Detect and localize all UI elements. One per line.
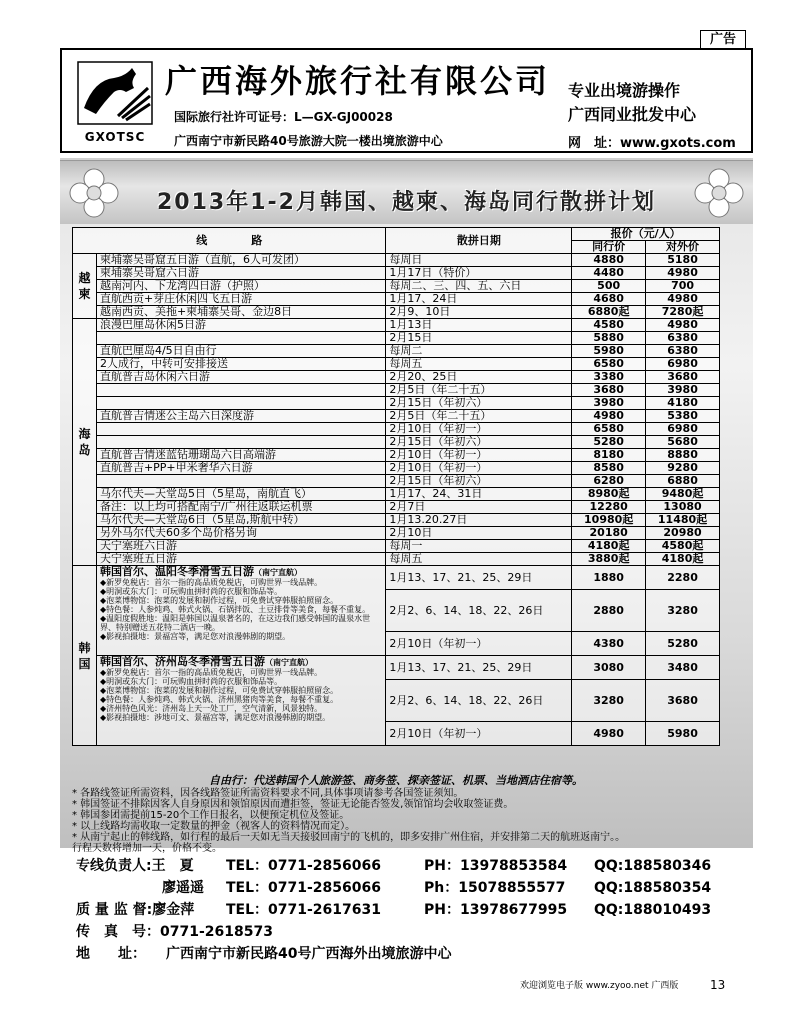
peer-price-cell: 3880起: [572, 553, 646, 566]
public-price-cell: 6880: [646, 475, 720, 488]
route-cell: 天宁塞班五日游: [96, 553, 385, 566]
peer-price-cell: 5980: [572, 345, 646, 358]
table-row: [73, 656, 720, 680]
peer-price-cell: 4980: [572, 410, 646, 423]
table-row: [73, 371, 720, 384]
public-price-cell: 3680: [646, 371, 720, 384]
public-price-cell: 2280: [646, 566, 720, 590]
table-row: [73, 462, 720, 475]
peer-price-cell: 8980起: [572, 488, 646, 501]
public-price-cell: 11480起: [646, 514, 720, 527]
date-cell: 2月10日（年初一）: [386, 423, 572, 436]
title-banner: [60, 160, 753, 224]
korea-package-cell: [96, 566, 385, 656]
note-line: * 从南宁起止的韩线路，如行程的最后一天如无当天接驳回南宁的飞机的，即多安排广州住宿，并安排第二天的航班返南宁。。: [72, 832, 626, 843]
public-price-cell: 20980: [646, 527, 720, 540]
peer-price-cell: 6580: [572, 423, 646, 436]
peer-price-cell: 4380: [572, 632, 646, 656]
table-row: [73, 488, 720, 501]
public-price-cell: 3680: [646, 680, 720, 722]
table-row: [73, 267, 720, 280]
peer-price-cell: 4680: [572, 293, 646, 306]
table-row: [73, 319, 720, 332]
contact-tel: TEL：0771-2856066: [226, 880, 381, 896]
fax-number: 传 真 号：0771-2618573: [76, 924, 273, 940]
public-price-cell: 3480: [646, 656, 720, 680]
public-price-cell: 6380: [646, 345, 720, 358]
date-cell: 2月10日: [386, 527, 572, 540]
table-row: [73, 475, 720, 488]
date-cell: 2月15日: [386, 332, 572, 345]
date-cell: 每周日: [386, 254, 572, 267]
package-name: 韩国首尔、温阳冬季滑雪五日游: [99, 565, 254, 578]
slogan-wholesale: 广西同业批发中心: [568, 105, 697, 124]
contact-name: 专线负责人:王 夏: [76, 858, 194, 874]
table-row: [73, 306, 720, 319]
company-name: 广西海外旅行社有限公司: [165, 62, 551, 100]
contact-qq: QQ:188580354: [594, 880, 712, 896]
route-cell: [96, 423, 385, 436]
peer-price-cell: 3980: [572, 397, 646, 410]
public-price-cell: 4980: [646, 267, 720, 280]
route-cell: 直航西贡+芽庄休闲四飞五日游: [96, 293, 385, 306]
route-cell: 2人成行，中转可安排接送: [96, 358, 385, 371]
table-row: [73, 566, 720, 590]
public-price-cell: 13080: [646, 501, 720, 514]
public-price-cell: 7280起: [646, 306, 720, 319]
table-row: [73, 345, 720, 358]
date-cell: 2月15日（年初六）: [386, 397, 572, 410]
public-price-cell: 8880: [646, 449, 720, 462]
peer-price-cell: 3380: [572, 371, 646, 384]
free-travel-note: 自由行：代送韩国个人旅游签、商务签、探亲签证、机票、当地酒店住宿等。: [209, 774, 583, 787]
route-cell: 直航普吉情迷公主岛六日深度游: [96, 410, 385, 423]
date-cell: 2月2、6、14、18、22、26日: [386, 590, 572, 632]
contact-tel: TEL：0771-2617631: [226, 902, 381, 918]
license-number: 国际旅行社许可证号：L—GX-GJ00028: [174, 110, 393, 124]
table-row: [73, 540, 720, 553]
date-cell: 每周二、三、四、五、六日: [386, 280, 572, 293]
table-row: [73, 449, 720, 462]
date-cell: 2月10日（年初一）: [386, 449, 572, 462]
package-bullet: ◆明洞或东大门：可玩购血拼时尚的衣服和饰品等。: [99, 677, 283, 686]
region-label: 韩国: [73, 566, 97, 746]
route-cell: 越南西贡、美拖+柬埔寨吴哥、金边8日: [96, 306, 385, 319]
date-cell: 2月2、6、14、18、22、26日: [386, 680, 572, 722]
date-cell: 2月15日（年初六）: [386, 436, 572, 449]
route-cell: 直航巴厘岛4/5日自由行: [96, 345, 385, 358]
date-cell: 2月7日: [386, 501, 572, 514]
table-row: [73, 514, 720, 527]
peer-price-cell: 3680: [572, 384, 646, 397]
date-cell: 1月17日（特价）: [386, 267, 572, 280]
route-cell: 直航普吉岛休闲六日游: [96, 371, 385, 384]
contact-phone: PH：13978677995: [424, 902, 568, 918]
date-cell: 每周五: [386, 553, 572, 566]
table-row: [73, 527, 720, 540]
public-price-cell: 4980: [646, 319, 720, 332]
contact-qq: QQ:188010493: [594, 902, 712, 918]
package-bullet: ◆济州特色风光：济州岛上天一处工厂，空气清新，风景独特。: [99, 704, 323, 713]
route-cell: 天宁塞班六日游: [96, 540, 385, 553]
package-title: [100, 566, 382, 578]
route-cell: 另外马尔代夫60多个岛价格另询: [96, 527, 385, 540]
peer-price-cell: 20180: [572, 527, 646, 540]
route-cell: 直航普吉+PP+甲米奢华六日游: [96, 462, 385, 475]
public-price-cell: 3980: [646, 384, 720, 397]
company-logo: [74, 58, 156, 148]
contact-qq: QQ:188580346: [594, 858, 712, 874]
date-cell: 2月20、25日: [386, 371, 572, 384]
peer-price-cell: 500: [572, 280, 646, 293]
public-price-cell: 6380: [646, 332, 720, 345]
date-cell: 2月10日（年初一）: [386, 722, 572, 746]
package-bullet: ◆新罗免税店：首尔一指的高品质免税店，可购世界一线品牌。: [99, 668, 323, 677]
package-name: 韩国首尔、济州岛冬季滑雪五日游: [99, 655, 265, 668]
website: 网 址：www.gxots.com: [568, 136, 736, 151]
route-cell: [96, 332, 385, 345]
public-price-cell: 4580起: [646, 540, 720, 553]
date-cell: 每周一: [386, 540, 572, 553]
contact-phone: Ph：15078855577: [424, 880, 566, 896]
peer-price-cell: 6880起: [572, 306, 646, 319]
public-price-cell: 4980: [646, 293, 720, 306]
package-note: （南宁直航）: [253, 568, 302, 577]
package-bullet: ◆泡菜博物馆：泡菜的发展和制作过程，可免费试穿韩服拍照留念。: [99, 686, 339, 695]
table-row: [73, 410, 720, 423]
peer-price-cell: 4980: [572, 722, 646, 746]
public-price-cell: 5980: [646, 722, 720, 746]
company-address: 广西南宁市新民路40号旅游大院一楼出境旅游中心: [174, 134, 443, 148]
public-price-cell: 5680: [646, 436, 720, 449]
route-cell: [96, 436, 385, 449]
horse-logo-icon: [74, 58, 156, 128]
plan-title: 2013年1-2月韩国、越柬、海岛同行散拼计划: [157, 190, 656, 215]
route-cell: [96, 384, 385, 397]
date-cell: 2月5日（年二十五）: [386, 384, 572, 397]
slogan-outbound: 专业出境游操作: [568, 81, 681, 100]
date-cell: 1月17、24日: [386, 293, 572, 306]
package-bullet: ◆明洞或东大门：可玩购血拼时尚的衣服和饰品等。: [99, 587, 283, 596]
table-row: [73, 436, 720, 449]
company-header: [60, 48, 753, 153]
address-label: 地 址：: [76, 946, 146, 962]
package-bullet: ◆影视拍摄地：涉地可文、景福宫等，满足您对浪漫韩剧的期望。: [99, 713, 331, 722]
note-line: 行程天数将增加一天，价格不变。: [72, 843, 222, 854]
package-bullet: ◆温阳度假胜地：温阳是韩国以温泉著名的，在这边我们感受韩国的温泉水世界、特别赠送五花特二酒店一晚。: [99, 614, 371, 632]
table-row: [73, 553, 720, 566]
table-row: [73, 358, 720, 371]
logo-text: GXOTSC: [84, 130, 146, 144]
public-price-cell: 700: [646, 280, 720, 293]
note-line: * 韩国签证不排除因客人自身原因和领馆原因而遭拒签，签证无论能否签发,领馆馆均会收取签证费。: [72, 799, 514, 810]
region-label: 海岛: [73, 319, 97, 566]
header-date: 散拼日期: [386, 228, 572, 254]
note-line: * 以上线路均需收取一定数量的押金（视客人的资料情况而定）。: [72, 821, 356, 832]
peer-price-cell: 4580: [572, 319, 646, 332]
note-line: * 韩国参团需提前15-20个工作日报名，以便预定机位及签证。: [72, 810, 350, 821]
package-bullet: ◆泡菜博物馆：泡菜的发展和制作过程，可免费试穿韩服拍照留念。: [99, 596, 339, 605]
peer-price-cell: 12280: [572, 501, 646, 514]
header-public-price: 对外价: [646, 241, 720, 254]
header-route: 线 路: [73, 228, 386, 254]
korea-rows: [73, 566, 720, 746]
table-row: [73, 501, 720, 514]
package-bullet: ◆影视拍摄地：景福宫等，满足您对浪漫韩剧的期望。: [99, 632, 291, 641]
route-cell: [96, 475, 385, 488]
header-peer-price: 同行价: [572, 241, 646, 254]
peer-price-cell: 3280: [572, 680, 646, 722]
ad-label: 广告: [700, 30, 746, 50]
table-row: [73, 384, 720, 397]
route-rows: [73, 254, 720, 566]
date-cell: 1月13日: [386, 319, 572, 332]
table-row: [73, 397, 720, 410]
package-bullet: ◆特色餐：人参炖鸡、韩式火锅、济州黑猪肉等美食，每餐不重复。: [99, 695, 339, 704]
page-number: 13: [710, 978, 726, 992]
peer-price-cell: 4180起: [572, 540, 646, 553]
date-cell: 1月13、17、21、25、29日: [386, 656, 572, 680]
contact-tel: TEL：0771-2856066: [226, 858, 381, 874]
date-cell: 每周二: [386, 345, 572, 358]
date-cell: 2月10日（年初一）: [386, 462, 572, 475]
package-title: [100, 656, 382, 668]
peer-price-cell: 10980起: [572, 514, 646, 527]
date-cell: 1月13.20.27日: [386, 514, 572, 527]
table-row: [73, 254, 720, 267]
price-table: [72, 227, 720, 746]
public-price-cell: 4180起: [646, 553, 720, 566]
table-row: [73, 332, 720, 345]
public-price-cell: 4180: [646, 397, 720, 410]
public-price-cell: 9280: [646, 462, 720, 475]
route-cell: 直航普吉情迷蓝钻珊瑚岛六日高端游: [96, 449, 385, 462]
peer-price-cell: 4880: [572, 254, 646, 267]
table-row: [73, 423, 720, 436]
date-cell: 1月13、17、21、25、29日: [386, 566, 572, 590]
contact-name: 廖遥遥: [162, 880, 204, 896]
notes-block: [72, 775, 720, 854]
route-cell: 备注：以上均可搭配南宁/广州往返联运机票: [96, 501, 385, 514]
region-label: 越柬: [73, 254, 97, 319]
table-row: [73, 293, 720, 306]
public-price-cell: 6980: [646, 358, 720, 371]
public-price-cell: 9480起: [646, 488, 720, 501]
note-line: * 各路线签证所需资料，因各线路签证所需资料要求不同,具体事项请参考各国签证须知。: [72, 788, 464, 799]
footer-note: 欢迎浏览电子版 www.zyoo.net 广西版: [520, 981, 679, 991]
header-price: 报价（元/人）: [572, 228, 720, 241]
peer-price-cell: 6280: [572, 475, 646, 488]
route-cell: 柬埔寨吴哥窟六日游: [96, 267, 385, 280]
public-price-cell: 5380: [646, 410, 720, 423]
package-note: （南宁直航）: [264, 658, 313, 667]
peer-price-cell: 6580: [572, 358, 646, 371]
peer-price-cell: 2880: [572, 590, 646, 632]
peer-price-cell: 1880: [572, 566, 646, 590]
flower-ornament-icon: [691, 165, 747, 221]
route-cell: 越南河内、下龙湾四日游（护照）: [96, 280, 385, 293]
contact-name: 质 量 监 督:廖金萍: [76, 902, 195, 918]
peer-price-cell: 8580: [572, 462, 646, 475]
table-row: [73, 280, 720, 293]
contact-phone: PH：13978853584: [424, 858, 568, 874]
peer-price-cell: 3080: [572, 656, 646, 680]
address-value: 广西南宁市新民路40号广西海外出境旅游中心: [166, 946, 452, 962]
public-price-cell: 3280: [646, 590, 720, 632]
package-bullet: ◆新罗免税店：首尔一指的高品质免税店，可购世界一线品牌。: [99, 578, 323, 587]
date-cell: 每周五: [386, 358, 572, 371]
public-price-cell: 6980: [646, 423, 720, 436]
package-bullet: ◆特色餐：人参炖鸡、韩式火锅、石锅拌饭、土豆排骨等美食，每餐不重复。: [99, 605, 371, 614]
route-cell: 马尔代夫—天堂岛5日（5星岛，南航直飞）: [96, 488, 385, 501]
route-cell: 浪漫巴厘岛休闲5日游: [96, 319, 385, 332]
route-cell: 柬埔寨吴哥窟五日游（直航，6人可发团）: [96, 254, 385, 267]
peer-price-cell: 8180: [572, 449, 646, 462]
public-price-cell: 5280: [646, 632, 720, 656]
date-cell: 1月17、24、31日: [386, 488, 572, 501]
peer-price-cell: 5280: [572, 436, 646, 449]
date-cell: 2月15日（年初六）: [386, 475, 572, 488]
peer-price-cell: 5880: [572, 332, 646, 345]
public-price-cell: 5180: [646, 254, 720, 267]
route-cell: [96, 397, 385, 410]
date-cell: 2月10日（年初一）: [386, 632, 572, 656]
route-cell: 马尔代夫—天堂岛6日（5星岛,斯航中转）: [96, 514, 385, 527]
peer-price-cell: 4480: [572, 267, 646, 280]
date-cell: 2月5日（年二十五）: [386, 410, 572, 423]
date-cell: 2月9、10日: [386, 306, 572, 319]
korea-package-cell: [96, 656, 385, 746]
